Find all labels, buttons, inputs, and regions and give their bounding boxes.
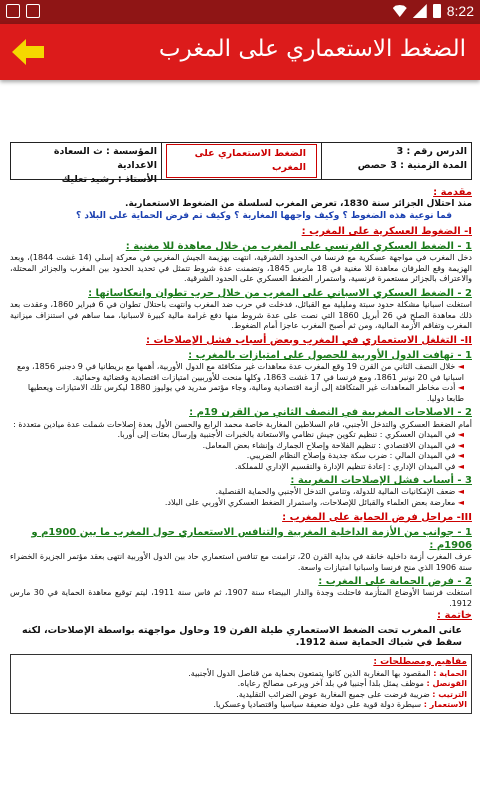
paragraph: استغلت فرنسا الأوضاع المتأزمة فاحتلت وجدة والدار البيضاء سنة 1907، ثم فاس سنة 1911، ليتم توقيع معاهدة الحماية في 30 مارس 1912. xyxy=(10,588,472,608)
app-bar xyxy=(0,24,480,80)
notification-icon xyxy=(6,4,20,18)
list-item: ◄ ضعف الإمكانيات المالية للدولة، وتنامي التدخل الأجنبي والحماية القنصلية. xyxy=(10,487,464,498)
subsection-heading: 1 - تهافت الدول الأوربية للحصول على امتيازات بالمغرب : xyxy=(188,349,472,361)
concepts-box xyxy=(10,654,472,714)
paragraph: دخل المغرب في مواجهة عسكرية مع فرنسا في الحدود الشرقية، انتهت بهزيمة الجيش المغربي في معركة إسلي (14 غشت 1844)، وبعد الهزيمة وقع الطرفان معاهدة للا مغنية في 18 مارس 1845، وتضمنت عدة شروط تتمثل في تحديد الحدود بين المغرب والجزائر المحتلة، والاعتراف بالجزائر مستعمرة فرنسية، واستمرار الضغط العسكري على الحدود الشرقية. xyxy=(10,253,472,284)
lesson-duration: المدة الزمنية : 3 حصص xyxy=(357,159,467,171)
battery-icon xyxy=(433,4,441,18)
page-title: الضغط الاستعماري على المغرب xyxy=(158,36,466,62)
arrow-left-icon xyxy=(10,36,46,68)
back-button[interactable] xyxy=(10,36,46,68)
subsection-heading: 3 - أسباب فشل الإصلاحات المغربية : xyxy=(290,475,472,487)
section-heading: III- مراحل فرض الحماية على المغرب : xyxy=(282,511,472,523)
concept-item: الاستعمار : سيطرة دولة قوية على دولة ضعيفة سياسيا واقتصاديا وعسكريا. xyxy=(213,700,467,710)
institution: المؤسسة : ث السعادة الاعدادية xyxy=(53,146,157,171)
conclusion-heading: خاتمة : xyxy=(437,610,472,622)
status-bar xyxy=(0,0,480,24)
list-item: ◄ أدت مخاطر المعاهدات غير المتكافئة إلى أزمة اقتصادية ومالية، وجاء مؤتمر مدريد في يوليوز 1880 ليكرس تلك الامتيازات ويعطيها طابعا دوليا. xyxy=(10,383,464,404)
concept-item: الترتيب : ضريبة فرضت على جميع المغاربة عوض الضرائب التقليدية. xyxy=(236,689,467,699)
reforms-list xyxy=(10,430,472,472)
paragraph: أمام الضغط العسكري والتدخل الأجنبي، قام السلاطين المغاربة خاصة محمد الرابع والحسن الأول بعدة إصلاحات شملت عدة ميادين متعددة : xyxy=(13,419,472,429)
teacher: الأستاذ : رشيد تعليك xyxy=(61,173,157,185)
list-item: ◄ في الميدان المالي : ضرب سكة جديدة وإصلاح النظام الضريبي. xyxy=(10,451,464,462)
paragraph: عرف المغرب أزمة داخلية خانقة في بداية القرن 20، تزامنت مع تنافس استعماري حاد بين الدول الأوربية انتهى بعقد مؤتمر الجزيرة الخضراء سنة 1906 الذي منح فرنسا واسبانيا امتيازات واسعة. xyxy=(10,552,472,572)
lesson-topic: الضغط الاستعماري على المغرب xyxy=(166,144,317,178)
concept-item: الحماية : المقصود بها المغاربة الذين كانوا يتمتعون بحماية من قناصل الدول الأجنبية. xyxy=(188,668,467,678)
list-item: ◄ معارضة بعض العلماء والقبائل للإصلاحات، واستمرار الضغط العسكري الأوربي على البلاد. xyxy=(10,498,464,509)
conclusion-text: عانى المغرب تحت الضغط الاستعماري طيلة القرن 19 وحاول مواجهته بواسطة الإصلاحات، لكنه سقط في شباك الحماية سنة 1912. xyxy=(21,624,462,649)
status-time: 8:22 xyxy=(446,3,474,19)
list-item: ◄ في الميدان الاقتصادي : تنظيم الفلاحة وإصلاح الجمارك وإنشاء بعض المعامل. xyxy=(10,441,464,452)
wifi-icon xyxy=(393,5,407,17)
list-item: ◄ في الميدان الإداري : إعادة تنظيم الإدارة والتقسيم الإداري للمملكة. xyxy=(10,462,464,473)
document-page xyxy=(10,142,472,798)
paragraph: استغلت اسبانيا مشكلة حدود سبتة ومليلية مع القبائل، فدخلت في حرب ضد المغرب وانتهت باحتلال تطوان في 6 فبراير 1860، وعقدت بعد ذلك معاهدة الصلح في 26 أبريل 1860 التي نصت على عدة شروط منها دفع غرامة مالية كبيرة لاسبانيا، مما ساهم في استنزاف ميزانية المغرب وتفاقم الأزمة المالية، ومن ثم أصبح المغرب عاجزا أمام الضغوط. xyxy=(10,300,472,331)
subsection-heading: 2 - الضغط العسكري الاسباني على المغرب من خلال حرب تطوان وانعكاساتها : xyxy=(88,287,472,299)
section-heading: I- الضغوط العسكرية على المغرب : xyxy=(301,225,472,237)
bullet-list xyxy=(10,487,472,508)
bullet-list xyxy=(10,362,472,404)
lesson-header xyxy=(10,142,472,185)
notification-icon xyxy=(26,4,40,18)
list-item: ◄ في الميدان العسكري : تنظيم تكوين جيش نظامي والاستعانة بالخبرات الأجنبية وإرسال بعثات إلى أوربا. xyxy=(10,430,464,441)
subsection-heading: 1 - الضغط العسكري الفرنسي على المغرب من خلال معاهدة للا مغنية : xyxy=(125,241,472,253)
subsection-heading: 1 - جوانب من الأزمة الداخلية المغربية والتنافس الاستعماري حول المغرب ما بين 1900م و 1906م : xyxy=(31,526,472,551)
subsection-heading: 2 - الاصلاحات المغربية في النصف الثاني من القرن 19م : xyxy=(189,407,472,419)
list-item: ◄ خلال النصف الثاني من القرن 19 وقع المغرب عدة معاهدات غير متكافئة مع الدول الأوربية، أهمها مع بريطانيا في 9 دجنبر 1856، ومع اسبانيا في 20 نونبر 1861، ومع فرنسا في 17 غشت 1863، وكلها منحت للأوربيين امتيازات اقتصادية وقضائية وحمائية. xyxy=(10,362,464,383)
section-heading: II- التغلغل الاستعماري في المغرب وبعض أسباب فشل الإصلاحات : xyxy=(146,334,472,346)
lesson-number: الدرس رقم : 3 xyxy=(396,146,467,157)
concept-item: القونصل : موظف يمثل بلدا أجنبيا في بلد آخر ويرعى مصالح رعاياه. xyxy=(237,679,467,689)
intro-question: فما نوعية هذه الضغوط ؟ وكيف واجهها المغاربة ؟ وكيف تم فرض الحماية على البلاد ؟ xyxy=(75,211,452,222)
intro-text: منذ احتلال الجزائر سنة 1830، تعرض المغرب لسلسلة من الضغوط الاستعمارية. xyxy=(125,199,472,210)
concepts-title: مفاهيم ومصطلحات : xyxy=(373,656,467,667)
intro-heading: مقدمة : xyxy=(433,187,472,198)
signal-icon xyxy=(413,4,427,18)
subsection-heading: 2 - فرض الحماية على المغرب : xyxy=(318,576,472,588)
